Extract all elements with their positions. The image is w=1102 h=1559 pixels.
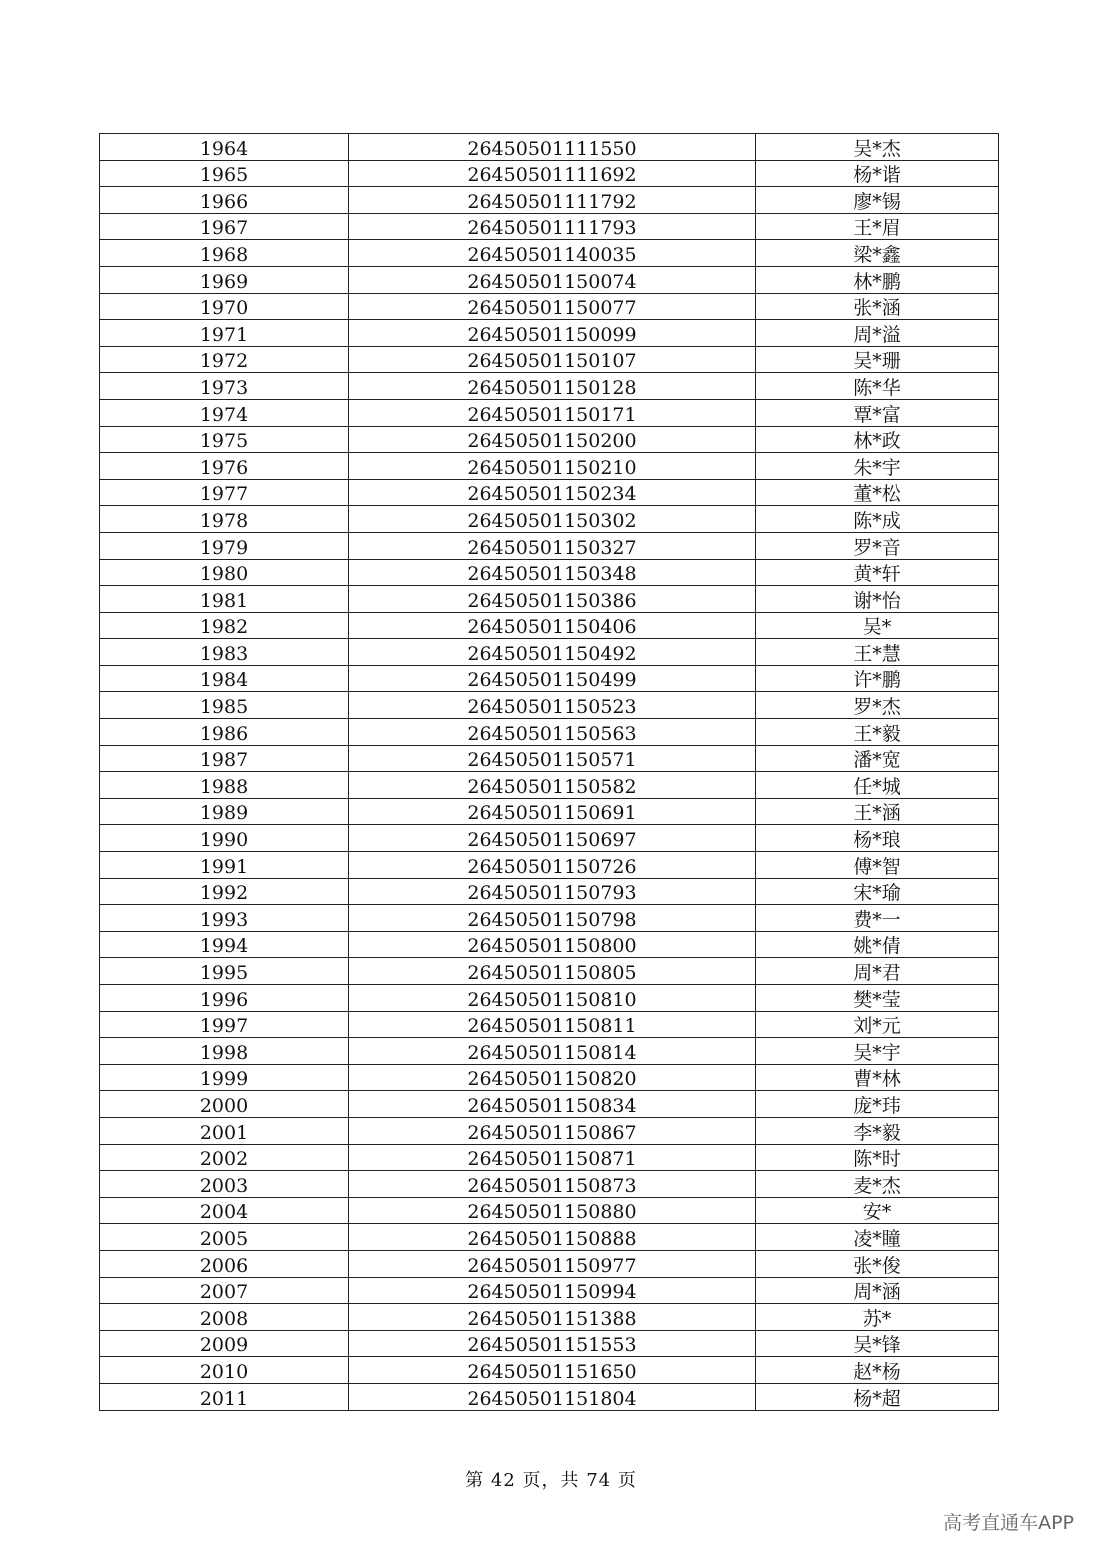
exam-number-cell: 26450501150582 — [349, 772, 756, 799]
exam-number-cell: 26450501150871 — [349, 1144, 756, 1171]
serial-number-cell: 1978 — [100, 506, 349, 533]
serial-number-cell: 2009 — [100, 1330, 349, 1357]
table-row — [100, 798, 999, 825]
table-row — [100, 852, 999, 879]
exam-number-cell: 26450501150348 — [349, 559, 756, 586]
exam-number-cell: 26450501150499 — [349, 665, 756, 692]
table-row — [100, 692, 999, 719]
table-row — [100, 266, 999, 293]
serial-number-cell: 2010 — [100, 1357, 349, 1384]
name-cell: 林*鹏 — [756, 266, 999, 293]
exam-number-cell: 26450501150867 — [349, 1117, 756, 1144]
name-cell: 杨*谐 — [756, 160, 999, 187]
name-cell: 林*政 — [756, 426, 999, 453]
exam-number-cell: 26450501151804 — [349, 1383, 756, 1410]
name-cell: 梁*鑫 — [756, 240, 999, 267]
table-row — [100, 320, 999, 347]
exam-number-cell: 26450501150888 — [349, 1224, 756, 1251]
exam-number-cell: 26450501150171 — [349, 399, 756, 426]
table-row — [100, 373, 999, 400]
exam-number-cell: 26450501150805 — [349, 958, 756, 985]
table-row — [100, 639, 999, 666]
table-row — [100, 931, 999, 958]
name-cell: 谢*怡 — [756, 586, 999, 613]
table-row — [100, 559, 999, 586]
name-cell: 王*慧 — [756, 639, 999, 666]
exam-number-cell: 26450501150327 — [349, 532, 756, 559]
exam-number-cell: 26450501150200 — [349, 426, 756, 453]
serial-number-cell: 2000 — [100, 1091, 349, 1118]
exam-number-cell: 26450501150977 — [349, 1250, 756, 1277]
name-cell: 周*溢 — [756, 320, 999, 347]
table-row — [100, 1304, 999, 1331]
candidate-table-body — [100, 134, 999, 1411]
app-watermark: 高考直通车APP — [943, 1512, 1074, 1534]
name-cell: 周*涵 — [756, 1277, 999, 1304]
exam-number-cell: 26450501111792 — [349, 187, 756, 214]
exam-number-cell: 26450501151388 — [349, 1304, 756, 1331]
name-cell: 潘*宽 — [756, 745, 999, 772]
exam-number-cell: 26450501150834 — [349, 1091, 756, 1118]
serial-number-cell: 1993 — [100, 905, 349, 932]
serial-number-cell: 2011 — [100, 1383, 349, 1410]
serial-number-cell: 1990 — [100, 825, 349, 852]
serial-number-cell: 1972 — [100, 346, 349, 373]
exam-number-cell: 26450501150210 — [349, 453, 756, 480]
name-cell: 陈*时 — [756, 1144, 999, 1171]
table-row — [100, 1330, 999, 1357]
exam-number-cell: 26450501151650 — [349, 1357, 756, 1384]
table-row — [100, 532, 999, 559]
exam-number-cell: 26450501150798 — [349, 905, 756, 932]
name-cell: 樊*莹 — [756, 985, 999, 1012]
name-cell: 刘*元 — [756, 1011, 999, 1038]
name-cell: 杨*超 — [756, 1383, 999, 1410]
table-row — [100, 905, 999, 932]
table-row — [100, 1091, 999, 1118]
table-row — [100, 772, 999, 799]
exam-number-cell: 26450501150800 — [349, 931, 756, 958]
table-row — [100, 346, 999, 373]
name-cell: 吴*宇 — [756, 1038, 999, 1065]
table-row — [100, 134, 999, 161]
exam-number-cell: 26450501150406 — [349, 612, 756, 639]
exam-number-cell: 26450501111692 — [349, 160, 756, 187]
candidate-table — [99, 133, 999, 1411]
serial-number-cell: 1995 — [100, 958, 349, 985]
serial-number-cell: 2008 — [100, 1304, 349, 1331]
table-row — [100, 1277, 999, 1304]
exam-number-cell: 26450501111793 — [349, 213, 756, 240]
exam-number-cell: 26450501150691 — [349, 798, 756, 825]
name-cell: 吴*锋 — [756, 1330, 999, 1357]
name-cell: 朱*宇 — [756, 453, 999, 480]
table-row — [100, 240, 999, 267]
name-cell: 黄*轩 — [756, 559, 999, 586]
name-cell: 宋*瑜 — [756, 878, 999, 905]
exam-number-cell: 26450501150697 — [349, 825, 756, 852]
name-cell: 杨*琅 — [756, 825, 999, 852]
name-cell: 周*君 — [756, 958, 999, 985]
table-row — [100, 1117, 999, 1144]
name-cell: 安* — [756, 1197, 999, 1224]
name-cell: 傅*智 — [756, 852, 999, 879]
name-cell: 许*鹏 — [756, 665, 999, 692]
table-row — [100, 612, 999, 639]
table-row — [100, 1250, 999, 1277]
name-cell: 廖*锡 — [756, 187, 999, 214]
name-cell: 吴*杰 — [756, 134, 999, 161]
table-row — [100, 665, 999, 692]
name-cell: 苏* — [756, 1304, 999, 1331]
exam-number-cell: 26450501150563 — [349, 719, 756, 746]
table-row — [100, 453, 999, 480]
exam-number-cell: 26450501150810 — [349, 985, 756, 1012]
table-row — [100, 213, 999, 240]
name-cell: 张*俊 — [756, 1250, 999, 1277]
name-cell: 庞*玮 — [756, 1091, 999, 1118]
table-row — [100, 958, 999, 985]
table-row — [100, 1224, 999, 1251]
name-cell: 王*涵 — [756, 798, 999, 825]
serial-number-cell: 1976 — [100, 453, 349, 480]
serial-number-cell: 1964 — [100, 134, 349, 161]
serial-number-cell: 1992 — [100, 878, 349, 905]
serial-number-cell: 1988 — [100, 772, 349, 799]
table-row — [100, 187, 999, 214]
serial-number-cell: 1982 — [100, 612, 349, 639]
table-row — [100, 985, 999, 1012]
exam-number-cell: 26450501150074 — [349, 266, 756, 293]
serial-number-cell: 1983 — [100, 639, 349, 666]
serial-number-cell: 1970 — [100, 293, 349, 320]
table-row — [100, 878, 999, 905]
name-cell: 罗*音 — [756, 532, 999, 559]
name-cell: 陈*华 — [756, 373, 999, 400]
table-row — [100, 1383, 999, 1410]
serial-number-cell: 1980 — [100, 559, 349, 586]
serial-number-cell: 1997 — [100, 1011, 349, 1038]
table-row — [100, 426, 999, 453]
table-row — [100, 719, 999, 746]
exam-number-cell: 26450501150726 — [349, 852, 756, 879]
serial-number-cell: 1965 — [100, 160, 349, 187]
exam-number-cell: 26450501150492 — [349, 639, 756, 666]
exam-number-cell: 26450501150873 — [349, 1171, 756, 1198]
serial-number-cell: 2005 — [100, 1224, 349, 1251]
table-row — [100, 1144, 999, 1171]
name-cell: 王*眉 — [756, 213, 999, 240]
serial-number-cell: 1971 — [100, 320, 349, 347]
serial-number-cell: 1979 — [100, 532, 349, 559]
table-row — [100, 1011, 999, 1038]
exam-number-cell: 26450501150880 — [349, 1197, 756, 1224]
name-cell: 覃*富 — [756, 399, 999, 426]
exam-number-cell: 26450501150107 — [349, 346, 756, 373]
name-cell: 吴*珊 — [756, 346, 999, 373]
serial-number-cell: 1996 — [100, 985, 349, 1012]
exam-number-cell: 26450501150793 — [349, 878, 756, 905]
table-row — [100, 399, 999, 426]
name-cell: 罗*杰 — [756, 692, 999, 719]
exam-number-cell: 26450501150994 — [349, 1277, 756, 1304]
serial-number-cell: 2001 — [100, 1117, 349, 1144]
exam-number-cell: 26450501150386 — [349, 586, 756, 613]
exam-number-cell: 26450501150523 — [349, 692, 756, 719]
serial-number-cell: 2004 — [100, 1197, 349, 1224]
name-cell: 陈*成 — [756, 506, 999, 533]
table-row — [100, 1064, 999, 1091]
exam-number-cell: 26450501150814 — [349, 1038, 756, 1065]
name-cell: 董*松 — [756, 479, 999, 506]
name-cell: 麦*杰 — [756, 1171, 999, 1198]
page-number: 第 42 页，共 74 页 — [465, 1470, 637, 1491]
table-row — [100, 1197, 999, 1224]
exam-number-cell: 26450501150077 — [349, 293, 756, 320]
serial-number-cell: 1987 — [100, 745, 349, 772]
name-cell: 李*毅 — [756, 1117, 999, 1144]
exam-number-cell: 26450501150302 — [349, 506, 756, 533]
table-row — [100, 479, 999, 506]
serial-number-cell: 1966 — [100, 187, 349, 214]
table-row — [100, 586, 999, 613]
exam-number-cell: 26450501150234 — [349, 479, 756, 506]
name-cell: 费*一 — [756, 905, 999, 932]
exam-number-cell: 26450501150820 — [349, 1064, 756, 1091]
name-cell: 曹*林 — [756, 1064, 999, 1091]
name-cell: 凌*瞳 — [756, 1224, 999, 1251]
serial-number-cell: 2002 — [100, 1144, 349, 1171]
serial-number-cell: 1998 — [100, 1038, 349, 1065]
table-row — [100, 1357, 999, 1384]
serial-number-cell: 1975 — [100, 426, 349, 453]
exam-number-cell: 26450501111550 — [349, 134, 756, 161]
table-row — [100, 745, 999, 772]
serial-number-cell: 1991 — [100, 852, 349, 879]
serial-number-cell: 1981 — [100, 586, 349, 613]
exam-number-cell: 26450501150811 — [349, 1011, 756, 1038]
exam-number-cell: 26450501150099 — [349, 320, 756, 347]
exam-number-cell: 26450501151553 — [349, 1330, 756, 1357]
serial-number-cell: 1989 — [100, 798, 349, 825]
name-cell: 任*城 — [756, 772, 999, 799]
serial-number-cell: 2006 — [100, 1250, 349, 1277]
name-cell: 吴* — [756, 612, 999, 639]
table-row — [100, 160, 999, 187]
serial-number-cell: 2007 — [100, 1277, 349, 1304]
name-cell: 姚*倩 — [756, 931, 999, 958]
serial-number-cell: 1967 — [100, 213, 349, 240]
name-cell: 王*毅 — [756, 719, 999, 746]
serial-number-cell: 1968 — [100, 240, 349, 267]
serial-number-cell: 1985 — [100, 692, 349, 719]
serial-number-cell: 1994 — [100, 931, 349, 958]
name-cell: 赵*杨 — [756, 1357, 999, 1384]
serial-number-cell: 1986 — [100, 719, 349, 746]
name-cell: 张*涵 — [756, 293, 999, 320]
serial-number-cell: 1973 — [100, 373, 349, 400]
serial-number-cell: 1969 — [100, 266, 349, 293]
exam-number-cell: 26450501150128 — [349, 373, 756, 400]
serial-number-cell: 1977 — [100, 479, 349, 506]
serial-number-cell: 1984 — [100, 665, 349, 692]
serial-number-cell: 2003 — [100, 1171, 349, 1198]
exam-number-cell: 26450501140035 — [349, 240, 756, 267]
table-row — [100, 1038, 999, 1065]
table-row — [100, 1171, 999, 1198]
table-row — [100, 293, 999, 320]
table-row — [100, 506, 999, 533]
table-row — [100, 825, 999, 852]
exam-number-cell: 26450501150571 — [349, 745, 756, 772]
serial-number-cell: 1974 — [100, 399, 349, 426]
serial-number-cell: 1999 — [100, 1064, 349, 1091]
